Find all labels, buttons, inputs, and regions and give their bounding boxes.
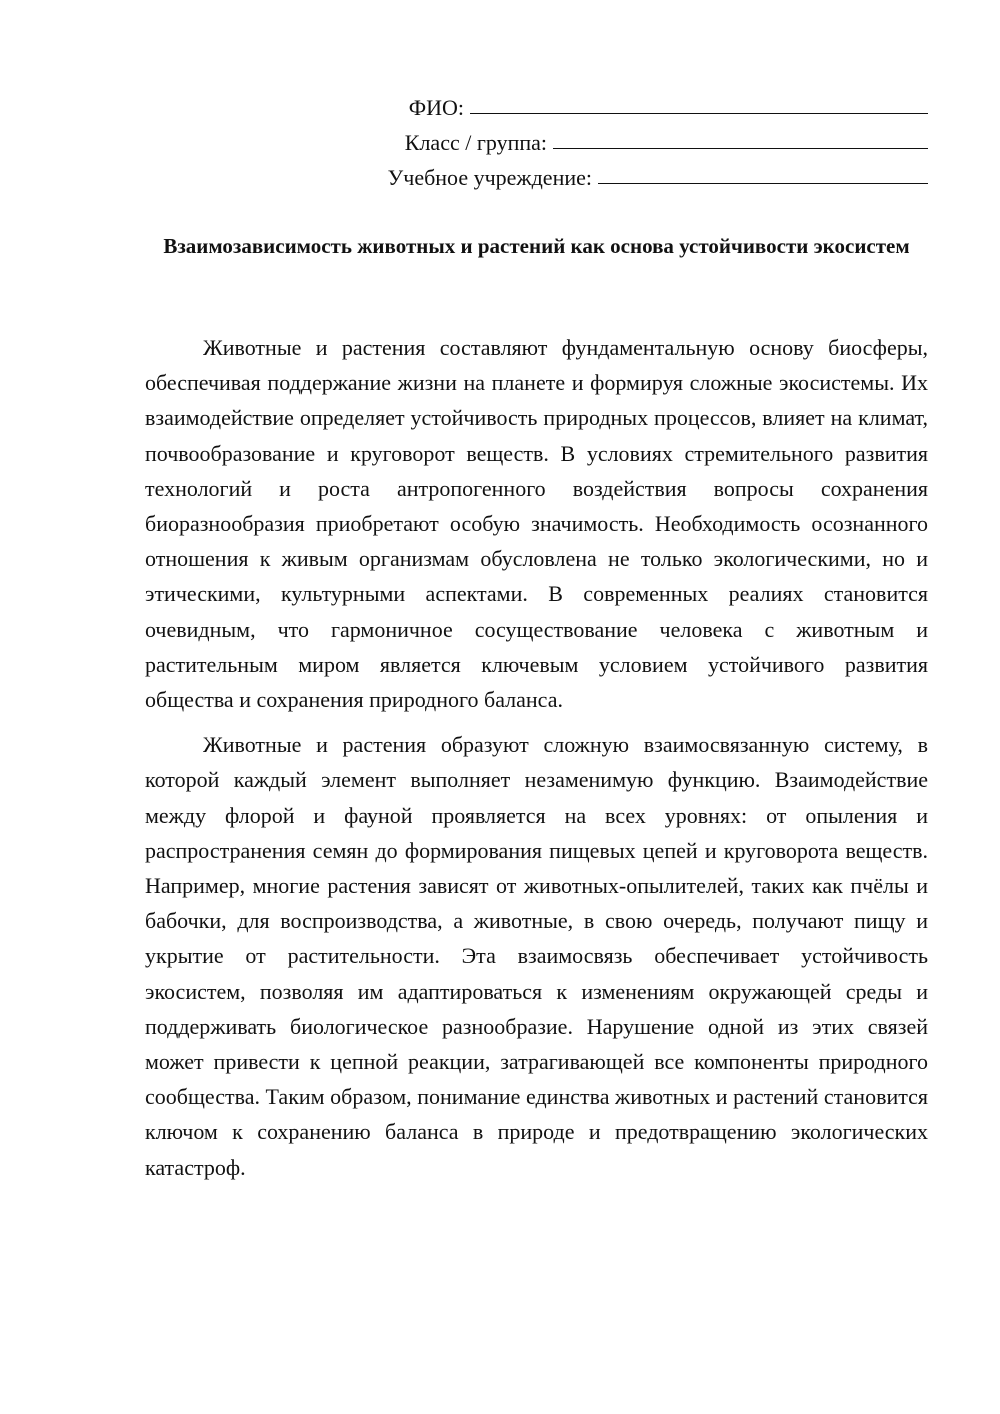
school-field-row [328, 160, 928, 195]
fio-field-row [328, 90, 928, 125]
class-field-row [328, 125, 928, 160]
school-blank-line[interactable] [598, 161, 928, 184]
document-body [145, 330, 928, 1185]
paragraph-1: Животные и растения составляют фундаментальную основу биосферы, обеспечивая поддержание жизни на планете и формируя сложные экосистемы. Их взаимодействие определяет устойчивость природных процессов, влияет на климат, почвообразование и круговорот веществ. В условиях стремительного развития технологий и роста антропогенного воздействия вопросы сохранения биоразнообразия приобретают особую значимость. Необходимость осознанного отношения к живым организмам обусловлена не только экологическими, но и этическими, культурными аспектами. В современных реалиях становится очевидным, что гармоничное сосуществование человека с животным и растительным миром является ключевым условием устойчивого развития общества и сохранения природного баланса. [145, 335, 928, 713]
document-title: Взаимозависимость животных и растений как основа устойчивости экосистем [163, 234, 910, 258]
class-group-label: Класс / группа: [404, 130, 547, 155]
paragraph-2: Животные и растения образуют сложную взаимосвязанную систему, в которой каждый элемент выполняет незаменимую функцию. Взаимодействие между флорой и фауной проявляется на всех уровнях: от опыления и распространения семян до формирования пищевых цепей и круговорота веществ. Например, многие растения зависят от животных-опылителей, таких как пчёлы и бабочки, для воспроизводства, а животные, в свою очередь, получают пищу и укрытие от растительности. Эта взаимосвязь обеспечивает устойчивость экосистем, позволяя им адаптироваться к изменениям окружающей среды и поддерживать биологическое разнообразие. Нарушение одной из этих связей может привести к цепной реакции, затрагивающей все компоненты природного сообщества. Таким образом, понимание единства животных и растений становится ключом к сохранению баланса в природе и предотвращению экологических катастроф. [145, 732, 928, 1180]
fio-label: ФИО: [408, 95, 464, 120]
student-info-fields [328, 90, 928, 195]
fio-blank-line[interactable] [470, 91, 928, 114]
class-group-blank-line[interactable] [553, 126, 928, 149]
school-label: Учебное учреждение: [387, 165, 592, 190]
